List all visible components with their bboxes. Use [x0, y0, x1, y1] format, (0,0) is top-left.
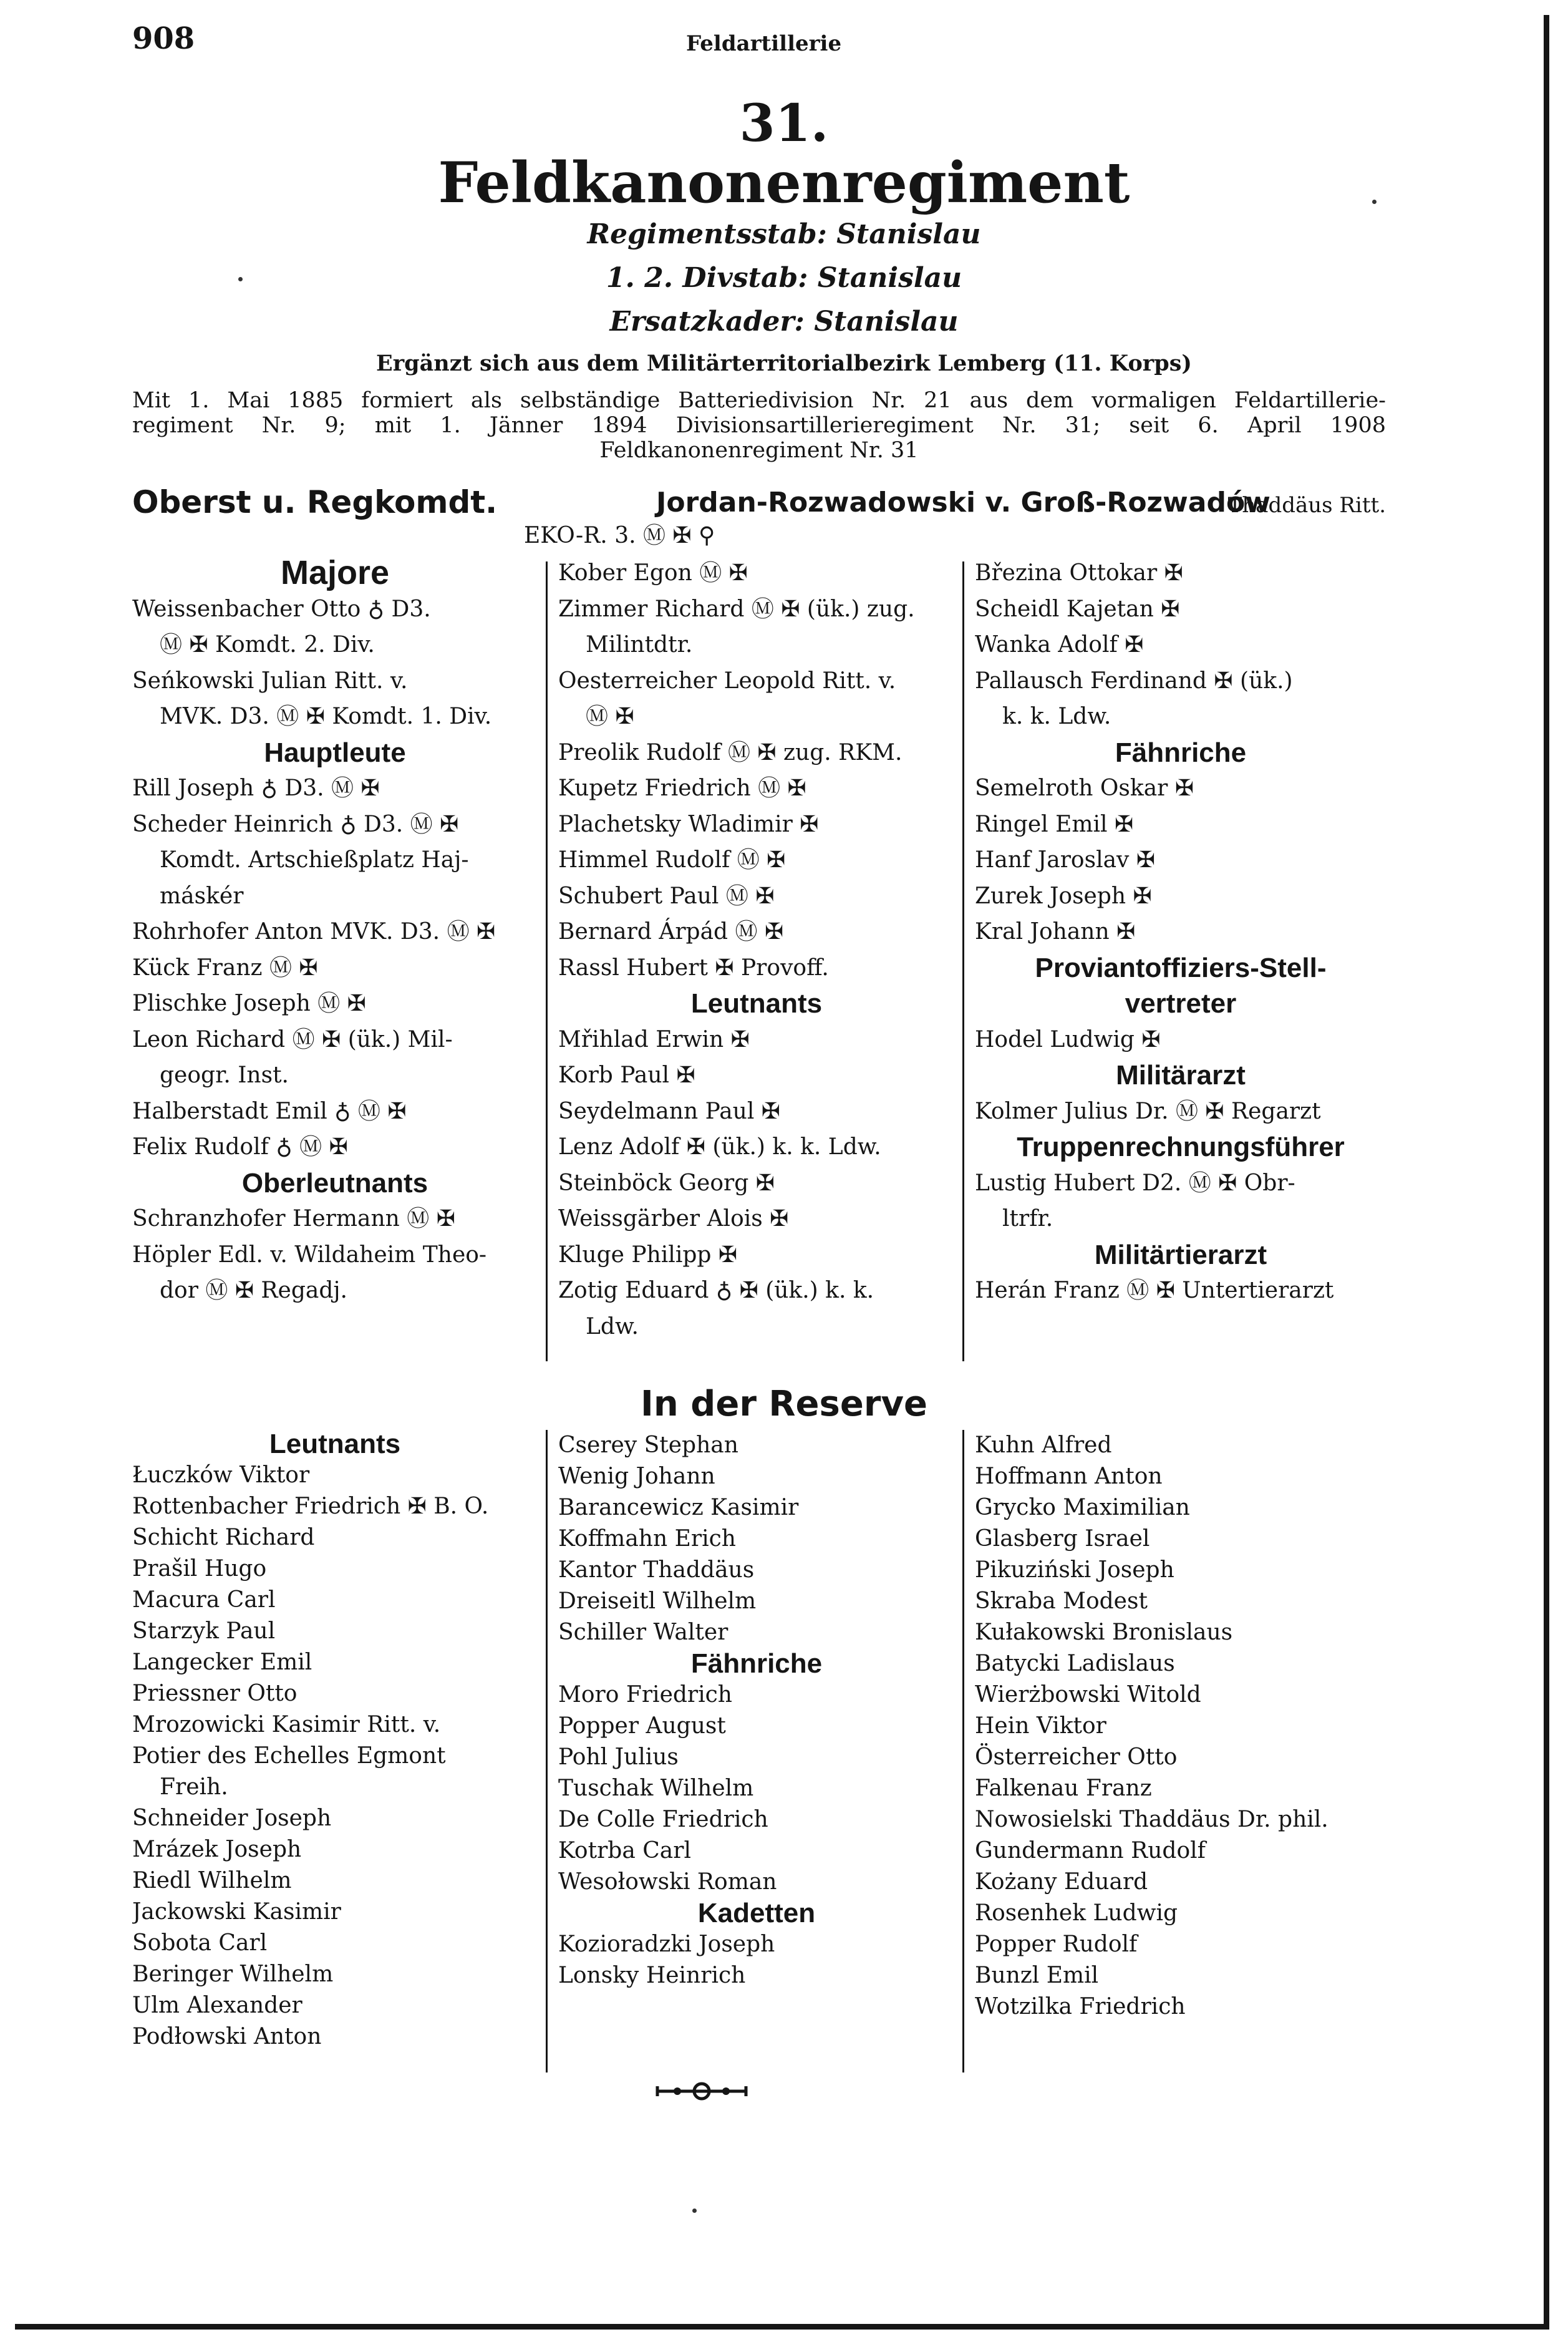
roster-entry: Lonsky Heinrich — [558, 1963, 746, 1988]
roster-entry: Schubert Paul Ⓜ ✠ — [558, 883, 775, 909]
roster-entry: Kolmer Julius Dr. Ⓜ ✠ Regarzt — [975, 1098, 1321, 1124]
roster-entry: Kober Egon Ⓜ ✠ — [558, 560, 748, 586]
section-heading: Proviantoffiziers-Stell- — [1035, 952, 1327, 983]
roster-entry: Dreiseitl Wilhelm — [558, 1588, 757, 1614]
entry-continuation: máskér — [160, 883, 244, 909]
subtitle-divstab: 1. 2. Divstab: Stanislau — [606, 262, 962, 294]
subtitle-regimentsstab: Regimentsstab: Stanislau — [587, 218, 981, 250]
roster-entry: Nowosielski Thaddäus Dr. phil. — [975, 1807, 1328, 1832]
regiment-number: 31. — [739, 94, 829, 153]
roster-entry: Prašil Hugo — [132, 1556, 267, 1582]
roster-entry: Grycko Maximilian — [975, 1495, 1190, 1520]
active-column-3 — [975, 555, 1387, 1309]
roster-entry: Popper Rudolf — [975, 1932, 1138, 1957]
entry-continuation: ltrfr. — [1002, 1206, 1053, 1232]
roster-entry: Ringel Emil ✠ — [975, 811, 1134, 837]
roster-entry: Skraba Modest — [975, 1588, 1148, 1614]
column-divider — [546, 1430, 548, 2072]
roster-entry: Weissgärber Alois ✠ — [558, 1206, 789, 1232]
roster-entry: Batycki Ladislaus — [975, 1651, 1175, 1676]
history-line: Feldkanonenregiment Nr. 31 — [599, 438, 919, 463]
roster-entry: Březina Ottokar ✠ — [975, 560, 1183, 586]
reserve-heading: In der Reserve — [641, 1384, 927, 1424]
roster-entry: Riedl Wilhelm — [132, 1868, 292, 1893]
reserve-column-1 — [132, 1429, 538, 2053]
roster-entry: Schiller Walter — [558, 1620, 728, 1645]
roster-entry: Mrázek Joseph — [132, 1837, 302, 1862]
reserve-column-3 — [975, 1430, 1387, 2023]
roster-entry: Himmel Rudolf Ⓜ ✠ — [558, 847, 786, 873]
speck — [238, 277, 243, 281]
section-heading: Fähnriche — [1115, 737, 1247, 768]
roster-entry: Rohrhofer Anton MVK. D3. Ⓜ ✠ — [132, 919, 496, 945]
roster-entry: Glasberg Israel — [975, 1526, 1150, 1552]
commander-decorations: EKO-R. 3. Ⓜ ✠ ⚲ — [524, 523, 715, 548]
column-divider — [962, 1430, 964, 2072]
roster-entry: Moro Friedrich — [558, 1682, 732, 1708]
roster-entry: Plischke Joseph Ⓜ ✠ — [132, 991, 366, 1016]
roster-entry: Lenz Adolf ✠ (ük.) k. k. Ldw. — [558, 1134, 881, 1160]
roster-entry: Kotrba Carl — [558, 1838, 691, 1864]
entry-continuation: Ⓜ ✠ — [586, 704, 634, 729]
commander-name: Jordan-Rozwadowski v. Groß-Rozwadów — [656, 487, 1270, 518]
section-heading: Truppenrechnungsführer — [1017, 1132, 1345, 1162]
roster-entry: Rosenhek Ludwig — [975, 1900, 1178, 1926]
roster-entry: Wierżbowski Witold — [975, 1682, 1201, 1708]
commander-given-name: Thaddäus Ritt. — [1227, 493, 1386, 518]
roster-entry: Schranzhofer Hermann Ⓜ ✠ — [132, 1206, 455, 1232]
entry-continuation: k. k. Ldw. — [1002, 704, 1111, 729]
roster-entry: Łuczków Viktor — [132, 1462, 310, 1488]
roster-entry: Gundermann Rudolf — [975, 1838, 1206, 1864]
commander-rank: Oberst u. Regkomdt. — [132, 484, 498, 520]
roster-entry: Oesterreicher Leopold Ritt. v. — [558, 668, 896, 694]
roster-entry: Rottenbacher Friedrich ✠ B. O. — [132, 1494, 489, 1519]
roster-entry: Leon Richard Ⓜ ✠ (ük.) Mil- — [132, 1026, 453, 1052]
roster-entry: Starzyk Paul — [132, 1618, 276, 1644]
roster-entry: Ulm Alexander — [132, 1993, 302, 2018]
roster-entry: Bunzl Emil — [975, 1963, 1099, 1988]
roster-entry: Zotig Eduard ♁ ✠ (ük.) k. k. — [558, 1278, 874, 1303]
roster-entry: Sobota Carl — [132, 1930, 268, 1956]
section-heading: vertreter — [1125, 988, 1237, 1019]
running-title: Feldartillerie — [686, 31, 842, 56]
roster-entry: Mrozowicki Kasimir Ritt. v. — [132, 1712, 441, 1737]
section-heading: Majore — [280, 554, 390, 591]
roster-entry: Macura Carl — [132, 1587, 276, 1613]
roster-entry: De Colle Friedrich — [558, 1807, 768, 1832]
roster-entry: Weissenbacher Otto ♁ D3. — [132, 596, 431, 622]
entry-continuation: Freih. — [160, 1774, 228, 1800]
speck — [692, 2209, 697, 2213]
regiment-title: Feldkanonenregiment — [438, 150, 1130, 216]
reserve-column-2 — [558, 1430, 955, 1991]
roster-entry: Pohl Julius — [558, 1744, 679, 1770]
roster-entry: Rassl Hubert ✠ Provoff. — [558, 955, 829, 981]
entry-continuation: Milintdtr. — [586, 632, 693, 658]
roster-entry: Schneider Joseph — [132, 1805, 332, 1831]
entry-continuation: Ldw. — [586, 1313, 639, 1339]
roster-entry: Koffmahn Erich — [558, 1526, 736, 1552]
roster-entry: Podłowski Anton — [132, 2024, 322, 2049]
roster-entry: Potier des Echelles Egmont — [132, 1743, 446, 1769]
roster-entry: Hodel Ludwig ✠ — [975, 1026, 1161, 1052]
section-heading: Leutnants — [690, 988, 823, 1019]
roster-entry: Popper August — [558, 1713, 726, 1739]
entry-continuation: geogr. Inst. — [160, 1062, 289, 1088]
roster-entry: Barancewicz Kasimir — [558, 1495, 799, 1520]
roster-entry: Kluge Philipp ✠ — [558, 1242, 738, 1268]
roster-entry: Langecker Emil — [132, 1650, 312, 1675]
commander-line — [132, 484, 1386, 522]
roster-entry: Scheder Heinrich ♁ D3. Ⓜ ✠ — [132, 811, 459, 837]
roster-entry: Preolik Rudolf Ⓜ ✠ zug. RKM. — [558, 739, 903, 765]
roster-entry: Kułakowski Bronislaus — [975, 1620, 1233, 1645]
roster-entry: Kantor Thaddäus — [558, 1557, 755, 1583]
roster-entry: Jackowski Kasimir — [132, 1899, 341, 1925]
roster-entry: Beringer Wilhelm — [132, 1961, 334, 1987]
roster-entry: Pikuziński Joseph — [975, 1557, 1174, 1583]
roster-entry: Halberstadt Emil ♁ Ⓜ ✠ — [132, 1098, 407, 1124]
roster-entry: Wenig Johann — [558, 1464, 715, 1489]
roster-entry: Seńkowski Julian Ritt. v. — [132, 668, 408, 694]
section-heading: Fähnriche — [690, 1648, 823, 1679]
recruitment-note: Ergänzt sich aus dem Militärterritorialbezirk Lemberg (11. Korps) — [376, 351, 1192, 376]
section-heading: Militärtierarzt — [1094, 1239, 1267, 1270]
roster-entry: Bernard Árpád Ⓜ ✠ — [558, 919, 784, 945]
roster-entry: Schicht Richard — [132, 1525, 315, 1550]
history-line: Mit 1. Mai 1885 formiert als selbständige Batteriedivision Nr. 21 aus dem vormaligen Feldartillerie- — [132, 388, 1386, 413]
roster-entry: Zurek Joseph ✠ — [975, 883, 1152, 909]
roster-entry: Lustig Hubert D2. Ⓜ ✠ Obr- — [975, 1170, 1295, 1196]
section-heading: Hauptleute — [264, 737, 406, 768]
roster-entry: Korb Paul ✠ — [558, 1062, 695, 1088]
roster-entry: Hanf Jaroslav ✠ — [975, 847, 1155, 873]
page-number: 908 — [132, 21, 195, 56]
section-heading: Oberleutnants — [241, 1167, 428, 1198]
history-line: regiment Nr. 9; mit 1. Jänner 1894 Divisionsartillerieregiment Nr. 31; seit 6. April 1908 — [132, 413, 1386, 438]
roster-entry: Plachetsky Wladimir ✠ — [558, 811, 819, 837]
roster-entry: Kożany Eduard — [975, 1869, 1148, 1895]
roster-entry: Kozioradzki Joseph — [558, 1932, 775, 1957]
roster-entry: Wotzilka Friedrich — [975, 1994, 1186, 2019]
roster-entry: Priessner Otto — [132, 1681, 298, 1706]
roster-entry: Kupetz Friedrich Ⓜ ✠ — [558, 775, 806, 801]
roster-entry: Kral Johann ✠ — [975, 919, 1136, 945]
roster-entry: Mřihlad Erwin ✠ — [558, 1026, 750, 1052]
roster-entry: Höpler Edl. v. Wildaheim Theo- — [132, 1242, 487, 1268]
roster-entry: Zimmer Richard Ⓜ ✠ (ük.) zug. — [558, 596, 915, 622]
section-heading: Kadetten — [697, 1898, 816, 1928]
roster-entry: Felix Rudolf ♁ Ⓜ ✠ — [132, 1134, 348, 1160]
subtitle-ersatzkader: Ersatzkader: Stanislau — [609, 306, 959, 338]
roster-entry: Hoffmann Anton — [975, 1464, 1163, 1489]
roster-entry: Kuhn Alfred — [975, 1432, 1112, 1458]
roster-entry: Falkenau Franz — [975, 1776, 1152, 1801]
column-divider — [546, 561, 548, 1361]
section-heading: Leutnants — [269, 1429, 401, 1459]
entry-continuation: Komdt. Artschießplatz Haj- — [160, 847, 469, 873]
history-paragraph — [132, 388, 1386, 463]
entry-continuation: Ⓜ ✠ Komdt. 2. Div. — [160, 632, 375, 658]
roster-entry: Herán Franz Ⓜ ✠ Untertierarzt — [975, 1278, 1334, 1303]
speck — [1372, 200, 1377, 204]
roster-entry: Seydelmann Paul ✠ — [558, 1098, 780, 1124]
column-divider — [962, 561, 964, 1361]
roster-entry: Hein Viktor — [975, 1713, 1106, 1739]
active-column-2 — [558, 555, 955, 1344]
active-column-1 — [132, 555, 538, 1309]
roster-entry: Rill Joseph ♁ D3. Ⓜ ✠ — [132, 775, 380, 801]
roster-entry: Steinböck Georg ✠ — [558, 1170, 775, 1196]
roster-entry: Pallausch Ferdinand ✠ (ük.) — [975, 668, 1293, 694]
roster-entry: Kück Franz Ⓜ ✠ — [132, 955, 318, 981]
roster-entry: Cserey Stephan — [558, 1432, 738, 1458]
roster-entry: Wesołowski Roman — [558, 1869, 777, 1895]
roster-entry: Österreicher Otto — [975, 1744, 1178, 1770]
roster-entry: Wanka Adolf ✠ — [975, 632, 1144, 658]
roster-entry: Semelroth Oskar ✠ — [975, 775, 1194, 801]
roster-entry: Scheidl Kajetan ✠ — [975, 596, 1180, 622]
roster-entry: Tuschak Wilhelm — [558, 1776, 754, 1801]
section-heading: Militärarzt — [1116, 1060, 1246, 1091]
end-ornament — [655, 2077, 748, 2107]
entry-continuation: dor Ⓜ ✠ Regadj. — [160, 1278, 347, 1303]
entry-continuation: MVK. D3. Ⓜ ✠ Komdt. 1. Div. — [160, 704, 492, 729]
